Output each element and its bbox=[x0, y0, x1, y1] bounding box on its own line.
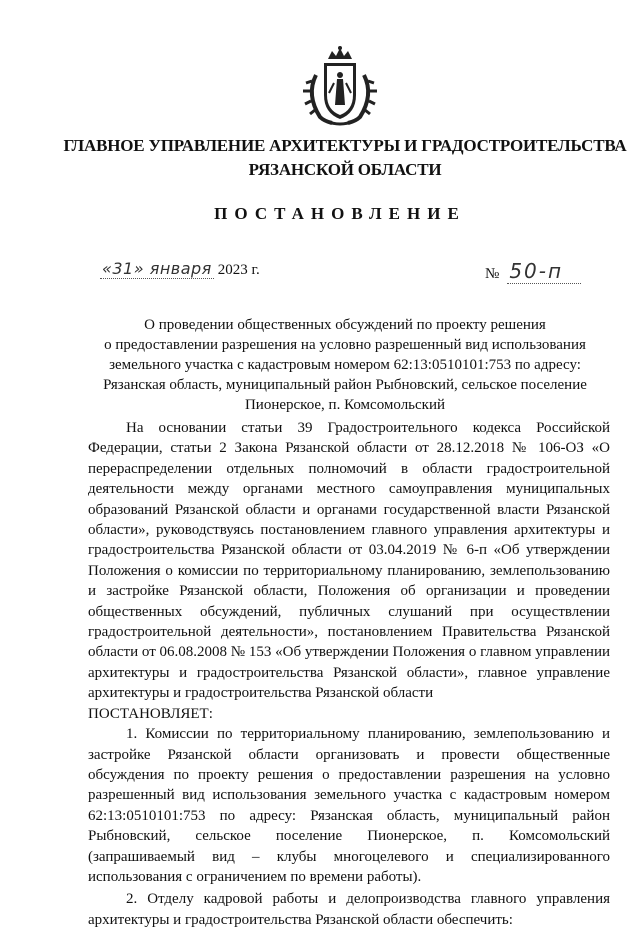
coat-of-arms-icon bbox=[298, 45, 382, 127]
date-year: 2023 г. bbox=[217, 262, 260, 278]
organization-title-line2: РЯЗАНСКОЙ ОБЛАСТИ bbox=[248, 160, 442, 179]
subject-line: о предоставлении разрешения на условно разрешенный вид использования bbox=[104, 337, 586, 353]
subject-line: Рязанская область, муниципальный район Рыбновский, сельское поселение bbox=[103, 377, 587, 393]
organization-title-line1: ГЛАВНОЕ УПРАВЛЕНИЕ АРХИТЕКТУРЫ И ГРАДОСТРОИТЕЛЬСТВА bbox=[63, 136, 627, 155]
item-1-paragraph: 1. Комиссии по территориальному планированию, землепользованию и застройке Рязанской области организовать и провести общественные обсуждения по проекту решения о предоставлении разрешения на условно разрешенный вид использования земельного участка с кадастровым номером 62:13:0510101:753 по адресу: Рязанская область, муниципальный район Рыбновский, сельское поселение Пионерское, п. Комсомольский (запрашиваемый вид – клубы многоцелевого и специализированного использования с ограничением по времени работы). bbox=[88, 726, 610, 885]
document-subject bbox=[90, 315, 600, 415]
document-date bbox=[100, 259, 260, 279]
document-type-heading: ПОСТАНОВЛЕНИЕ bbox=[214, 204, 466, 223]
organization-title bbox=[60, 134, 630, 182]
subject-line: О проведении общественных обсуждений по проекту решения bbox=[144, 317, 546, 333]
preamble-text: На основании статьи 39 Градостроительного кодекса Российской Федерации, статьи 2 Закона Рязанской области от 28.12.2018 № 106-ОЗ «О перераспределении отдельных полномочий в области градостроительной деятельности между органами местного самоуправления муниципальных образований Рязанской области и органами государственной власти Рязанской области», руководствуясь постановлением главного управления архитектуры и градостроительства Рязанской области от 03.04.2019 № 6-п «Об утверждении Положения о комиссии по территориальному планированию, землепользованию и застройке Рязанской области, Положения об организации и проведении общественных обсуждений, публичных слушаний при осуществлении градостроительной деятельности», постановлением Правительства Рязанской области от 06.08.2008 № 153 «Об утверждении Положения о главном управлении архитектуры и градостроительства Рязанской области», главное управление архитектуры и градостроительства Рязанской области bbox=[88, 420, 610, 702]
number-label: № bbox=[485, 266, 500, 282]
subject-line: земельного участка с кадастровым номером 62:13:0510101:753 по адресу: bbox=[109, 357, 581, 373]
date-handwritten: «31» января bbox=[102, 259, 212, 278]
preamble-paragraph bbox=[88, 418, 610, 724]
decree-word: ПОСТАНОВЛЯЕТ: bbox=[88, 705, 213, 722]
subject-line: Пионерское, п. Комсомольский bbox=[244, 397, 446, 413]
document-number bbox=[485, 259, 581, 284]
item-2-paragraph: 2. Отделу кадровой работы и делопроизводства главного управления архитектуры и градостроительства Рязанской области обеспечить: bbox=[88, 891, 610, 928]
document-body bbox=[88, 418, 610, 930]
number-handwritten: 50-п bbox=[507, 259, 581, 284]
